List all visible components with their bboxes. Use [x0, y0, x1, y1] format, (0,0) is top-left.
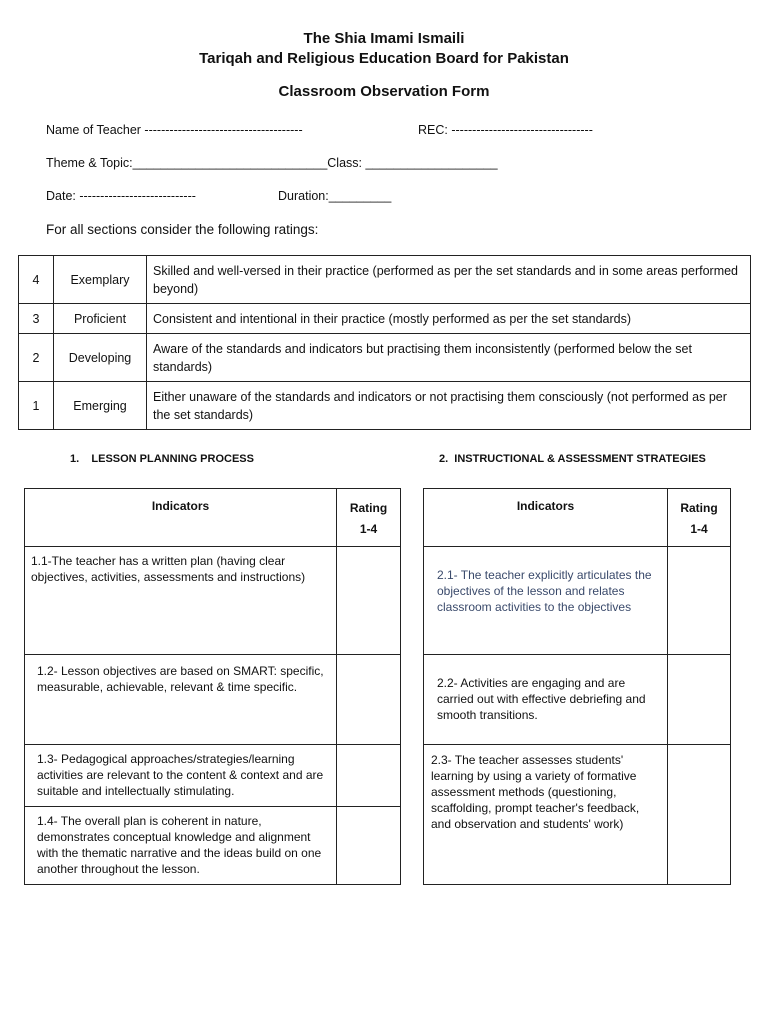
table-row	[424, 655, 731, 745]
lesson-planning-table	[24, 488, 401, 885]
rec-field: REC: ----------------------------------	[418, 123, 593, 137]
rating-description: Either unaware of the standards and indicators or not practising them consciously (not performed as per the set standards)	[147, 382, 751, 430]
indicator-1-3: 1.3- Pedagogical approaches/strategies/learning activities are relevant to the content & context and are suitable and intellectually stimulating.	[25, 745, 337, 807]
rating-cell[interactable]	[337, 547, 401, 655]
rating-row-1	[19, 382, 751, 430]
rating-number: 2	[19, 334, 54, 382]
indicator-2-1: 2.1- The teacher explicitly articulates the objectives of the lesson and relates classroom activities to the objectives	[424, 547, 668, 655]
indicator-1-4: 1.4- The overall plan is coherent in nature, demonstrates conceptual knowledge and alignment with the thematic narrative and the ideas build on one another throughout the lesson.	[25, 807, 337, 885]
table-header	[424, 489, 731, 547]
rating-number: 1	[19, 382, 54, 430]
rating-range: 1-4	[359, 522, 378, 536]
table-header	[25, 489, 401, 547]
rating-row-2	[19, 334, 751, 382]
rating-cell[interactable]	[337, 655, 401, 745]
rating-number: 3	[19, 304, 54, 334]
indicator-1-2: 1.2- Lesson objectives are based on SMART: specific, measurable, achievable, relevant & time specific.	[25, 655, 337, 745]
rating-level: Exemplary	[54, 256, 147, 304]
rating-row-4	[19, 256, 751, 304]
table-row	[25, 807, 401, 885]
table-row	[25, 745, 401, 807]
instructional-strategies-table	[423, 488, 731, 885]
rating-level: Proficient	[54, 304, 147, 334]
rating-cell[interactable]	[668, 745, 731, 885]
section-2-title: 2. INSTRUCTIONAL & ASSESSMENT STRATEGIES	[439, 453, 706, 465]
rating-cell[interactable]	[668, 655, 731, 745]
org-name: The Shia Imami Ismaili	[303, 30, 465, 47]
rating-description: Aware of the standards and indicators but practising them inconsistently (performed below the set standards)	[147, 334, 751, 382]
table-row	[424, 547, 731, 655]
ratings-intro: For all sections consider the following ratings:	[46, 222, 319, 237]
rating-row-3	[19, 304, 751, 334]
rating-cell[interactable]	[337, 807, 401, 885]
rating-level: Emerging	[54, 382, 147, 430]
indicators-header: Indicators	[25, 489, 337, 547]
rating-level: Developing	[54, 334, 147, 382]
table-row	[424, 745, 731, 885]
rating-cell[interactable]	[668, 547, 731, 655]
board-name: Tariqah and Religious Education Board for Pakistan	[199, 50, 569, 67]
indicators-header: Indicators	[424, 489, 668, 547]
form-title: Classroom Observation Form	[278, 83, 490, 100]
table-row	[25, 547, 401, 655]
rating-label: Rating	[349, 501, 388, 515]
indicator-1-1: 1.1-The teacher has a written plan (having clear objectives, activities, assessments and instructions)	[25, 547, 337, 655]
table-row	[25, 655, 401, 745]
teacher-name-field: Name of Teacher --------------------------------------	[46, 123, 303, 137]
rating-header	[668, 489, 731, 547]
indicator-2-3: 2.3- The teacher assesses students' learning by using a variety of formative assessment methods (questioning, scaffolding, prompt teacher's feedback, and observation and students' work)	[424, 745, 668, 885]
rating-header	[337, 489, 401, 547]
rating-cell[interactable]	[337, 745, 401, 807]
rating-description: Skilled and well-versed in their practice (performed as per the set standards and in some areas performed beyond)	[147, 256, 751, 304]
ratings-table	[18, 255, 751, 430]
duration-field: Duration:_________	[278, 189, 392, 203]
theme-topic-class-field: Theme & Topic:____________________________Class: ___________________	[46, 156, 498, 170]
date-field: Date: ----------------------------	[46, 189, 196, 203]
section-1-title: 1. LESSON PLANNING PROCESS	[70, 453, 254, 465]
rating-label: Rating	[680, 501, 718, 515]
rating-range: 1-4	[690, 522, 708, 536]
indicator-2-2: 2.2- Activities are engaging and are carried out with effective debriefing and smooth transitions.	[424, 655, 668, 745]
rating-number: 4	[19, 256, 54, 304]
rating-description: Consistent and intentional in their practice (mostly performed as per the set standards)	[147, 304, 751, 334]
